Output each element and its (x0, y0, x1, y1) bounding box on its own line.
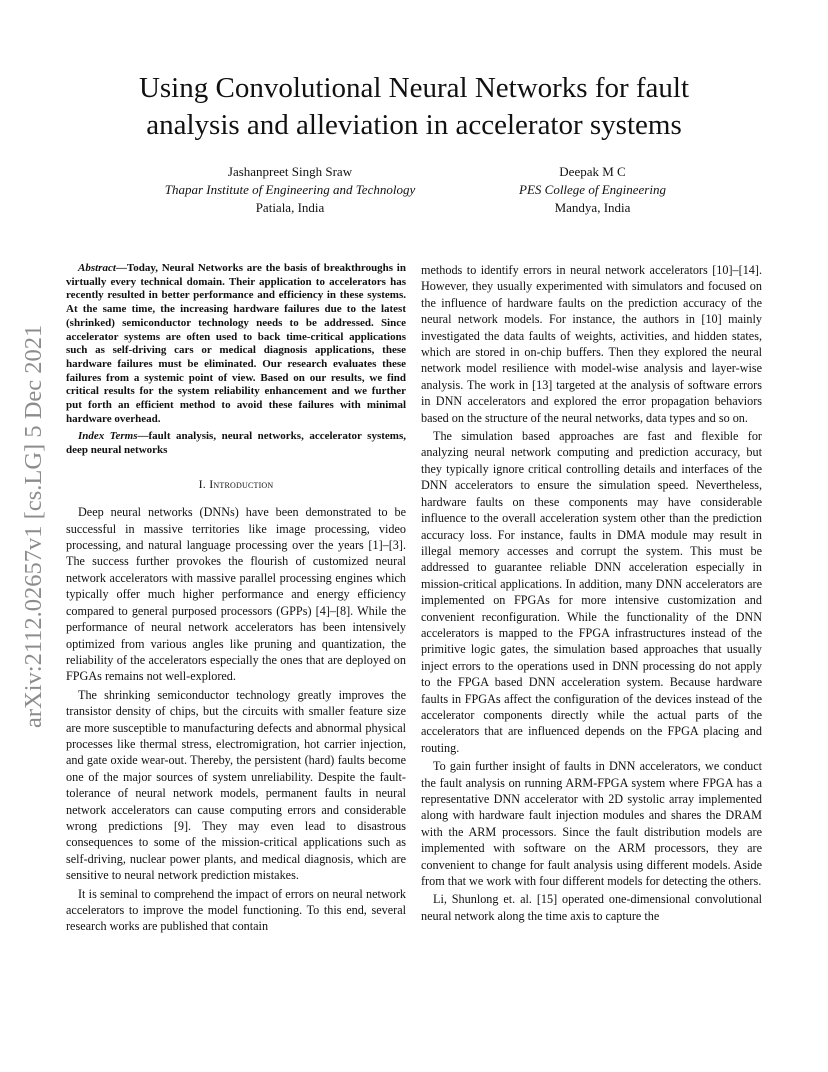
body-paragraph: The simulation based approaches are fast and flexible for analyzing neural network computing and prediction accuracy, but they typically ignore critical controlling details and interfaces of the DNN accelerators to ensure the simulation speed. Nevertheless, hardware faults on these components may have considerable influence to the overall acceleration system other than the prediction accuracy loss. For instance, faults in DMA module may result in illegal memory accesses and corrupt the system. This must be addressed to guarantee reliable DNN acceleration especially in mission-critical applications. In addition, many DNN accelerators are implemented on FPGAs for more intensive customization and convenient reconfiguration. While the functionality of the DNN accelerators is mapped to the FPGA infrastructures instead of the primitive logic gates, the simulation based approaches that usually inject errors to the operations used in DNN processing do not apply to the FPGA based DNN acceleration system. Because hardware faults in FPGAs affect the configuration of the devices instead of the accelerator components directly while the actual parts of the accelerators that are influenced depends on the FPGA placing and routing. (421, 429, 762, 755)
abstract (66, 262, 406, 426)
body-paragraph: To gain further insight of faults in DNN accelerators, we conduct the fault analysis on running ARM-FPGA system where FPGA has a representative DNN accelerator with 2D systolic array implemented along with hardware fault injection modules and shares the DRAM with the ARM processors. Since the fault distribution models are implemented with software on the ARM processors, they are convenient to change for fault analysis using different models. Aside from that we work with four different models for detecting the others. (421, 759, 762, 889)
author-location: Patiala, India (255, 200, 325, 215)
body-paragraph: Deep neural networks (DNNs) have been demonstrated to be successful in massive territories like image processing, video processing, and natural language processing over the years [1]–[3]. The success further provokes the flourish of customized neural network accelerators with massive parallel processing engines which typically offer much higher performance and energy efficiency compared to general purposed processors (GPPs) [4]–[8]. While the performance of neural network accelerators has been intensively optimized from various angles like pruning and quantization, the reliability of the accelerators especially the ones that are deployed on FPGAs remains not well-explored. (66, 505, 406, 684)
section-heading (66, 476, 406, 492)
body-paragraph: Li, Shunlong et. al. [15] operated one-dimensional convolutional neural network along the time axis to capture the (421, 892, 762, 923)
author-location: Mandya, India (554, 200, 631, 215)
left-column (66, 262, 406, 937)
arxiv-identifier: arXiv:2112.02657v1 [cs.LG] 5 Dec 2021 (20, 324, 47, 728)
abstract-text: —Today, Neural Networks are the basis of breakthroughs in virtually every technical domain. Their application to accelerators has recently resulted in better performance and efficiency in these systems. At the same time, the increasing hardware failures due to the latest (shrinked) semiconductor technology needs to be addressed. Since accelerator systems are often used to back time-critical applications such as self-driving cars or medical diagnosis applications, these hardware failures must be eliminated. Our research evaluates these failures from a systemic point of view. Based on our results, we find critical results for the system reliability enhancement and we further put forth an efficient method to avoid these failures with minimal hardware overhead. (66, 262, 406, 425)
author-name: Jashanpreet Singh Sraw (227, 164, 353, 179)
author-block-2 (490, 163, 695, 217)
paper-title (80, 70, 748, 144)
author-name: Deepak M C (559, 164, 626, 179)
index-terms (66, 430, 406, 457)
index-terms-lead: Index Terms (78, 430, 138, 443)
body-paragraph: The shrinking semiconductor technology greatly improves the transistor density of chips, but the circuits with smaller feature size are more susceptible to manufacturing defects and abnormal physical processes like thermal stress, electromigration, hot carrier injection, and gate oxide wear-out. Thereby, the persistent (hard) faults become one of the major sources of system unreliability. Despite the fault-tolerance of neural network models, permanent faults in neural network accelerators can cause computing errors and considerable wrong predictions [9]. They may even lead to disastrous consequences to some of the mission-critical applications such as self-driving, nuclear power plants, and medical diagnosis, which are sensitive to neural network prediction mistakes. (66, 687, 406, 883)
title-line-2: analysis and alleviation in accelerator systems (146, 109, 682, 141)
author-block-1 (140, 163, 440, 217)
abstract-lead: Abstract (78, 262, 116, 274)
author-affiliation: PES College of Engineering (519, 182, 666, 197)
author-affiliation: Thapar Institute of Engineering and Technology (164, 182, 416, 197)
section-title: Introduction (209, 476, 274, 491)
section-number: I. (198, 476, 210, 491)
title-line-1: Using Convolutional Neural Networks for fault (138, 72, 690, 104)
index-terms-text: —fault analysis, neural networks, accelerator systems, deep neural networks (66, 430, 406, 457)
body-paragraph-continued: methods to identify errors in neural network accelerators [10]–[14]. However, they usually experimented with simulators and focused on the influence of hardware faults on the prediction accuracy of the neural network models. For instance, the authors in [10] mainly investigated the data faults of weights, activities, and hidden states, which are stored in on-chip buffers. Then they explored the neural network model resilience with model-wise analysis and layer-wise analysis. The work in [13] targeted at the analysis of software errors in DNN accelerators and explored the error propagation behaviors based on the structure of the neural networks, data types and so on. (421, 263, 762, 425)
right-column (421, 262, 762, 926)
body-paragraph: It is seminal to comprehend the impact of errors on neural network accelerators to improve the model functioning. To this end, several research works are published that contain (66, 886, 406, 934)
